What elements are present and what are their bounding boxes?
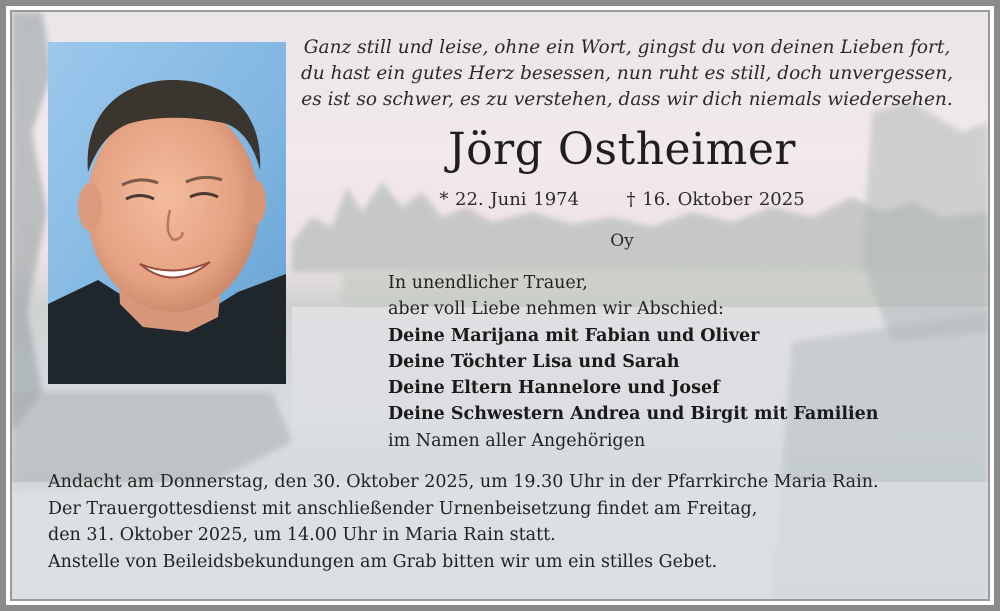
funeral-notice xyxy=(48,469,879,575)
family-line: Deine Marijana mit Fabian und Oliver xyxy=(388,325,760,346)
mourning-intro: In unendlicher Trauer, xyxy=(388,273,588,293)
life-dates xyxy=(312,189,932,210)
mourning-closing: im Namen aller Angehörigen xyxy=(388,430,646,451)
notice-line: den 31. Oktober 2025, um 14.00 Uhr in Maria Rain statt. xyxy=(48,525,556,545)
death-date: † 16. Oktober 2025 xyxy=(626,189,805,210)
inner-frame xyxy=(10,10,990,601)
family-line: Deine Eltern Hannelore und Josef xyxy=(388,378,720,399)
notice-line: Der Trauergottesdienst mit anschließender Urnenbeisetzung findet am Freitag, xyxy=(48,498,758,519)
family-line: Deine Töchter Lisa und Sarah xyxy=(388,351,680,372)
mourning-intro: aber voll Liebe nehmen wir Abschied: xyxy=(388,299,724,320)
birth-date: * 22. Juni 1974 xyxy=(439,189,580,210)
hometown: Oy xyxy=(610,231,634,251)
notice-line: Anstelle von Beileidsbekundungen am Grab bitten wir um ein stilles Gebet. xyxy=(48,551,718,572)
notice-line: Andacht am Donnerstag, den 30. Oktober 2025, um 19.30 Uhr in der Pfarrkirche Maria Rain. xyxy=(48,472,879,492)
deceased-name: Jörg Ostheimer xyxy=(448,124,796,175)
verse-line: Ganz still und leise, ohne ein Wort, gingst du von deinen Lieben fort, xyxy=(303,37,951,58)
verse-line: es ist so schwer, es zu verstehen, dass wir dich niemals wiedersehen. xyxy=(301,89,953,110)
memorial-verse xyxy=(282,35,972,113)
family-line: Deine Schwestern Andrea und Birgit mit Familien xyxy=(388,404,879,425)
portrait-photo xyxy=(48,42,286,384)
mourners-block xyxy=(388,270,879,454)
verse-line: du hast ein gutes Herz besessen, nun ruht es still, doch unvergessen, xyxy=(300,63,954,84)
